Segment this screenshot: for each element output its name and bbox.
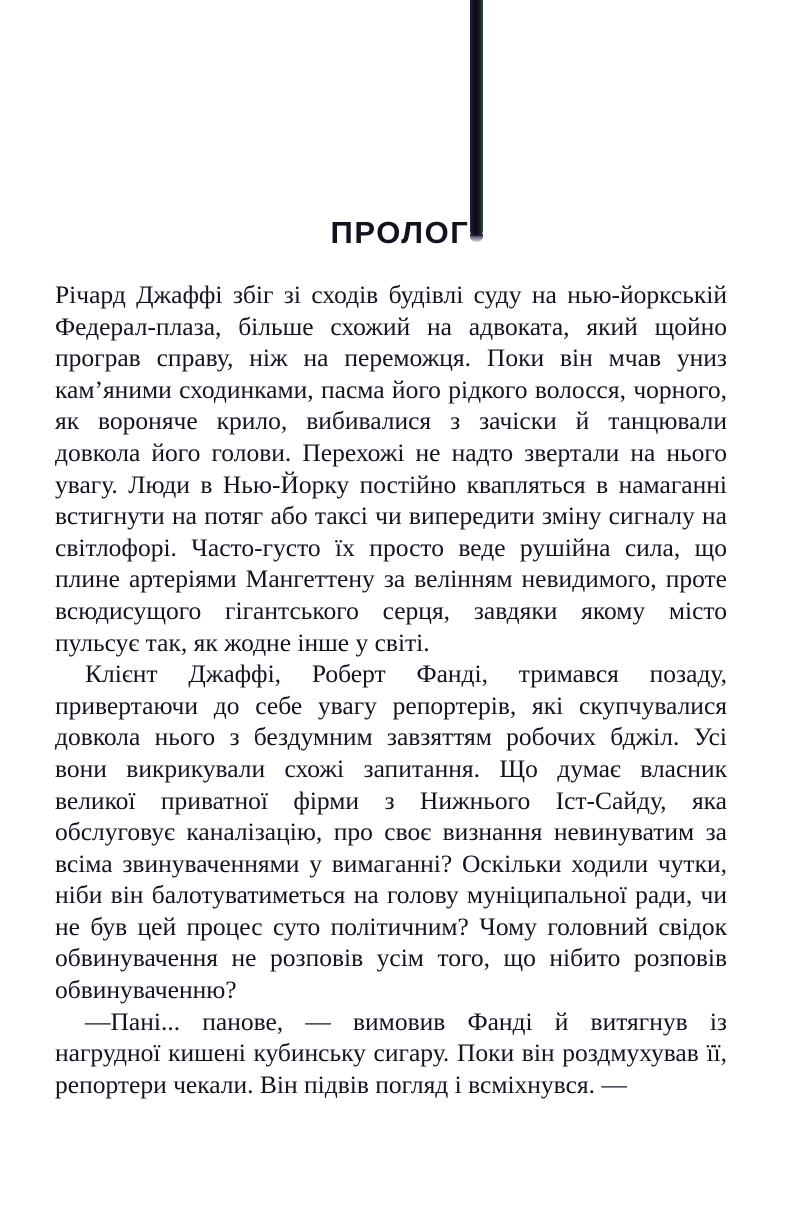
body-text-block xyxy=(55,279,727,1100)
paragraph-2: Клієнт Джаффі, Роберт Фанді, тримався позаду, привертаючи до себе увагу репортерів, які скупчувалися довкола нього з бездумним завзяттям робочих бджіл. Усі вони викрикували схожі запитання. Що думає власник великої приватної фірми з Нижнього Іст-Сайду, яка обслуговує каналізацію, про своє визнання невинуватим за всіма звинуваченнями у вимаганні? Оскільки ходили чутки, ніби він балотуватиметься на голову муніципальної ради, чи не був цей процес суто політичним? Чому головний свідок обвинувачення не розповів усім того, що нібито розповів обвинуваченню? xyxy=(55,659,727,1005)
paragraph-1: Річард Джаффі збіг зі сходів будівлі суду на нью-йоркській Федерал-плаза, більше схожий на адвоката, який щойно програв справу, ніж на переможця. Поки він мчав униз кам’яними сходинками, пасма його рідкого волосся, чорного, як вороняче крило, вибивалися з зачіски й танцювали довкола його голови. Перехожі не надто звертали на нього увагу. Люди в Нью-Йорку постійно квапляться в намаганні встигнути на потяг або таксі чи випередити зміну сигналу на світлофорі. Часто-густо їх просто веде рушійна сила, що плине артеріями Мангеттену за велінням невидимого, проте всюдисущого гігантського серця, завдяки якому місто пульсує так, як жодне інше у світі. xyxy=(55,280,727,657)
page-title: ПРОЛОГ xyxy=(330,214,470,250)
book-spine-shadow xyxy=(470,0,483,236)
paragraph-3: —Пані... панове, — вимовив Фанді й витягнув із нагрудної кишені кубинську сигару. Поки він роздмухував її, репортери чекали. Він підвів погляд і всміхнувся. — xyxy=(55,1006,727,1099)
